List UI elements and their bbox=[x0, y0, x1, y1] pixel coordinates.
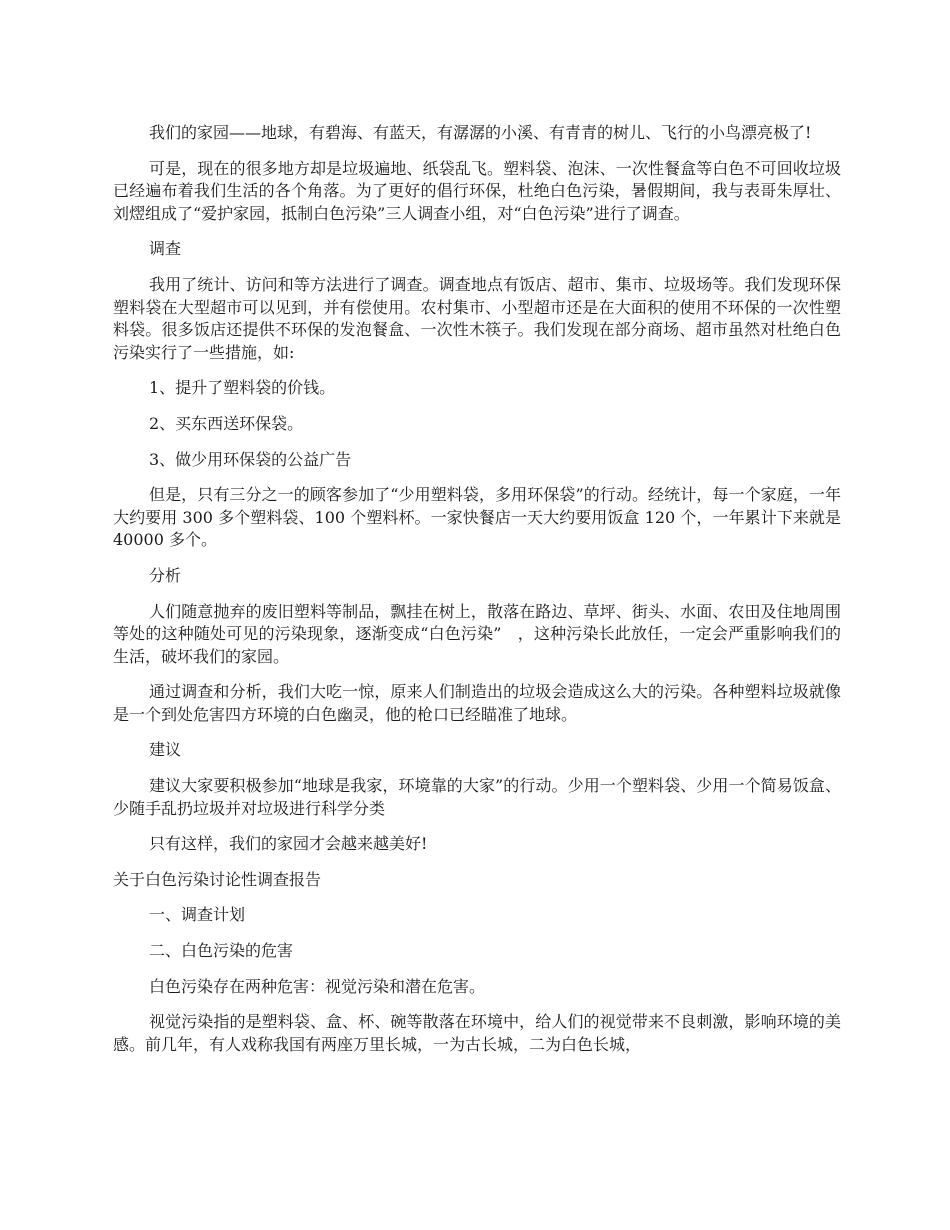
document-body bbox=[113, 122, 841, 1069]
paragraph-visual-pollution: 视觉污染指的是塑料袋、盒、杯、碗等散落在环境中，给人们的视觉带来不良刺激，影响环境的美感。前几年，有人戏称我国有两座万里长城，一为古长城，二为白色长城， bbox=[113, 1012, 841, 1054]
list-item-measure-3: 3、做少用环保袋的公益广告 bbox=[149, 449, 352, 469]
report-title: 关于白色污染讨论性调查报告 bbox=[113, 869, 322, 889]
section-heading-analysis: 分析 bbox=[149, 565, 182, 585]
list-item-measure-2: 2、买东西送环保袋。 bbox=[149, 413, 304, 433]
section-heading-investigation: 调查 bbox=[149, 239, 182, 259]
paragraph-analysis-1: 人们随意抛弃的废旧塑料等制品，飘挂在树上，散落在路边、草坪、街头、水面、农田及住地周围等处的这种随处可见的污染现象，逐渐变成“白色污染” ，这种污染长此放任，一定会严重影响我们的生活，破坏我们的家园。 bbox=[113, 601, 841, 666]
section-heading-harm: 二、白色污染的危害 bbox=[149, 941, 294, 961]
paragraph-background: 可是，现在的很多地方却是垃圾遍地、纸袋乱飞。塑料袋、泡沫、一次性餐盒等白色不可回收垃圾已经遍布着我们生活的各个角落。为了更好的倡行环保，杜绝白色污染，暑假期间，我与表哥朱厚壮、刘熤组成了“爱护家园，抵制白色污染”三人调查小组，对“白色污染”进行了调查。 bbox=[113, 158, 841, 223]
section-heading-suggestion: 建议 bbox=[149, 740, 182, 760]
section-heading-plan: 一、调查计划 bbox=[149, 905, 246, 925]
list-item-measure-1: 1、提升了塑料袋的价钱。 bbox=[149, 378, 336, 398]
paragraph-intro: 我们的家园——地球，有碧海、有蓝天，有潺潺的小溪、有青青的树儿、飞行的小鸟漂亮极了! bbox=[149, 123, 812, 142]
paragraph-statistics: 但是，只有三分之一的顾客参加了“少用塑料袋，多用环保袋”的行动。经统计，每一个家庭，一年大约要用 300 多个塑料袋、100 个塑料杯。一家快餐店一天大约要用饭盒 120 个，一年累计下来就是 40000 多个。 bbox=[113, 485, 841, 550]
paragraph-conclusion: 只有这样，我们的家园才会越来越美好! bbox=[149, 834, 428, 854]
paragraph-harm-types: 白色污染存在两种危害：视觉污染和潜在危害。 bbox=[149, 976, 486, 996]
paragraph-investigation: 我用了统计、访问和等方法进行了调查。调查地点有饭店、超市、集市、垃圾场等。我们发现环保塑料袋在大型超市可以见到，并有偿使用。农村集市、小型超市还是在大面积的使用不环保的一次性塑料袋。很多饭店还提供不环保的发泡餐盒、一次性木筷子。我们发现在部分商场、超市虽然对杜绝白色污染实行了一些措施，如: bbox=[113, 274, 841, 362]
paragraph-analysis-2: 通过调查和分析，我们大吃一惊，原来人们制造出的垃圾会造成这么大的污染。各种塑料垃圾就像是一个到处危害四方环境的白色幽灵，他的枪口已经瞄准了地球。 bbox=[113, 682, 841, 724]
paragraph-suggestion: 建议大家要积极参加“地球是我家，环境靠的大家”的行动。少用一个塑料袋、少用一个简易饭盒、少随手乱扔垃圾并对垃圾进行科学分类 bbox=[113, 776, 841, 818]
